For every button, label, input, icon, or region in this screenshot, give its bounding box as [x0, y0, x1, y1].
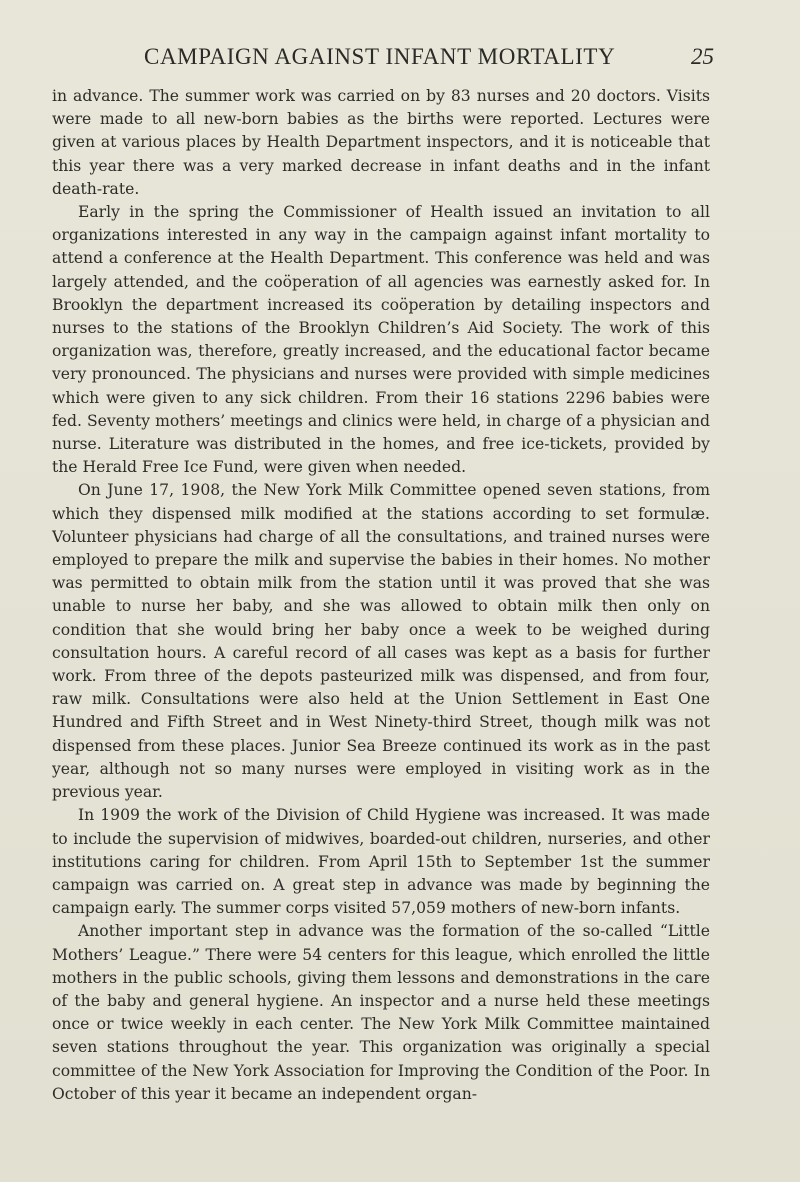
paragraph: Early in the spring the Commissioner of Health issued an invitation to all organizations interested in any way in the campaign against infant mortality to attend a conference at the Health Department. This conference was held and was largely attended, and the coöperation of all agencies was earnestly asked for. In Brooklyn the department increased its coöperation by detailing inspectors and nurses to the stations of the Brooklyn Children’s Aid Society. The work of this organization was, therefore, greatly increased, and the educational factor became very pronounced. The physicians and nurses were provided with simple medicines which were given to any sick children. From their 16 stations 2296 babies were fed. Seventy mothers’ meetings and clinics were held, in charge of a physician and nurse. Literature was distributed in the homes, and free ice-tickets, provided by the Herald Free Ice Fund, were given when needed.	[52, 203, 710, 477]
page-number: 25	[691, 44, 714, 69]
paragraph: in advance. The summer work was carried on by 83 nurses and 20 doctors. Visits were made to all new-born babies as the births were reported. Lectures were given at various places by Health Department inspectors, and it is noticeable that this year there was a very marked decrease in infant deaths and in the infant death-rate.	[52, 87, 710, 198]
paragraph: In 1909 the work of the Division of Child Hygiene was increased. It was made to include the supervision of midwives, boarded-out children, nurseries, and other institutions caring for children. From April 15th to September 1st the summer campaign was carried on. A great step in advance was made by beginning the campaign early. The summer corps visited 57,059 mothers of new-born infants.	[52, 806, 710, 918]
paragraph: On June 17, 1908, the New York Milk Committee opened seven stations, from which they dispensed milk modified at the stations according to set formulæ. Volunteer physicians had charge of all the consultations, and trained nurses were employed to prepare the milk and supervise the babies in their homes. No mother was permitted to obtain milk from the station until it was proved that she was unable to nurse her baby, and she was allowed to obtain milk then only on condition that she would bring her baby once a week to be weighed during consultation hours. A careful record of all cases was kept as a basis for further work. From three of the depots pasteurized milk was dispensed, and from four, raw milk. Consultations were also held at the Union Settlement in East One Hundred and Fifth Street and in West Ninety-third Street, though milk was not dispensed from these places. Junior Sea Breeze continued its work as in the past year, although not so many nurses were employed in visiting work as in the previous year.	[52, 481, 710, 802]
paragraph: Another important step in advance was the formation of the so-called “Little Mothers’ League.” There were 54 centers for this league, which enrolled the little mothers in the public schools, giving them lessons and demonstrations in the care of the baby and general hygiene. An inspector and a nurse held these meetings once or twice weekly in each center. The New York Milk Committee maintained seven stations throughout the year. This organization was originally a special committee of the New York Association for Improving the Condition of the Poor. In October of this year it became an independent organ-	[52, 922, 710, 1103]
running-title: CAMPAIGN AGAINST INFANT MORTALITY	[144, 44, 616, 69]
body-text	[52, 85, 710, 1106]
running-head	[52, 44, 714, 74]
